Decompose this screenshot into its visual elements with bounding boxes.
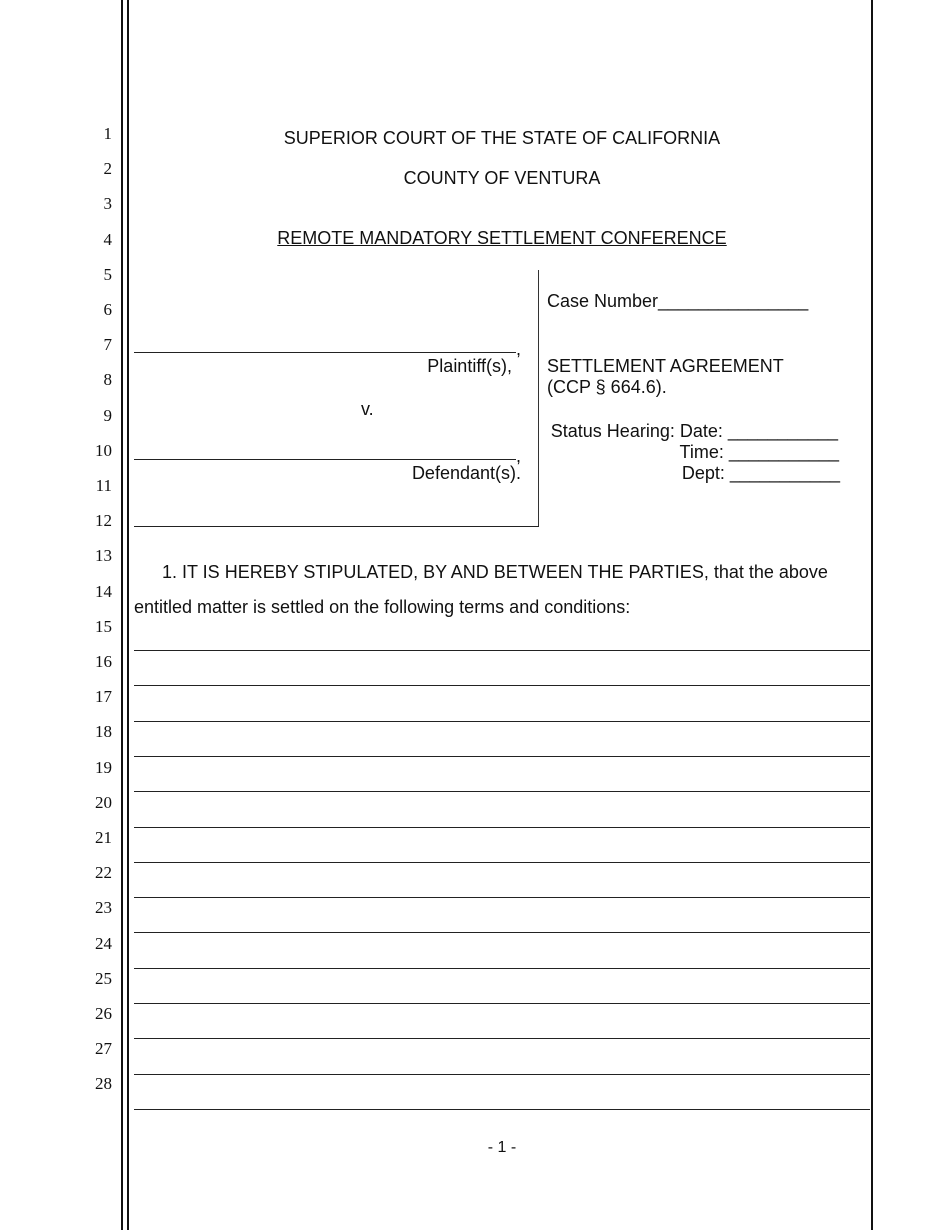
document-title-line2: (CCP § 664.6). [547,377,667,397]
status-hearing-dept: Dept: ___________ [681,463,840,483]
caption-bottom-rule [134,526,539,527]
line-number: 26 [95,1004,112,1023]
terms-blank-line [134,650,870,651]
stipulation-line-1: 1. IT IS HEREBY STIPULATED, BY AND BETWEEN THE PARTIES, that the above [162,562,828,582]
line-number: 17 [95,687,112,707]
county-title: COUNTY OF VENTURA [403,168,601,188]
court-title: SUPERIOR COURT OF THE STATE OF CALIFORNIA [283,128,721,148]
line-number: 12 [95,511,112,531]
right-margin-rule [871,0,873,1230]
terms-blank-line [134,685,870,686]
line-number: 13 [95,546,112,566]
status-hearing-time: Time: ___________ [679,442,839,462]
line-number: 15 [95,616,112,636]
terms-blank-line [134,1038,870,1039]
line-number: 16 [95,652,112,671]
terms-blank-line [134,897,870,898]
line-number: 4 [103,229,112,249]
page-number: - 1 - [487,1139,517,1156]
terms-blank-line [134,968,870,969]
line-number: 10 [95,440,112,460]
line-number: 24 [95,933,112,953]
defendant-label: Defendant(s). [411,463,521,483]
status-hearing-date: Status Hearing: Date: ___________ [550,421,838,441]
terms-blank-line [134,862,870,863]
line-number: 6 [103,300,112,319]
line-number: 9 [103,405,112,425]
terms-blank-line [134,791,870,792]
defendant-name-line [134,459,516,460]
terms-blank-line [134,1109,870,1110]
plaintiff-label: Plaintiff(s), [427,356,512,376]
line-number: 28 [95,1074,112,1094]
line-number: 21 [95,828,112,847]
document-title-line1: SETTLEMENT AGREEMENT [547,356,784,376]
line-number: 23 [95,898,112,918]
line-number: 3 [103,194,112,214]
left-margin-rule-outer [121,0,123,1230]
line-number: 11 [95,476,112,495]
plaintiff-comma: , [516,339,522,359]
line-number: 19 [95,757,112,777]
defendant-comma: , [516,446,522,466]
line-number: 22 [95,863,112,883]
versus-label: v. [361,399,374,419]
conference-title: REMOTE MANDATORY SETTLEMENT CONFERENCE [277,228,727,248]
line-number: 2 [103,159,112,179]
terms-blank-line [134,756,870,757]
left-margin-rule-inner [127,0,129,1230]
terms-blank-line [134,1074,870,1075]
terms-blank-line [134,932,870,933]
line-number: 7 [103,335,112,355]
line-number: 1 [103,124,112,143]
caption-divider [538,270,539,527]
line-number: 20 [95,792,112,812]
plaintiff-name-line [134,352,516,353]
stipulation-line-2: entitled matter is settled on the following terms and conditions: [134,597,631,617]
line-number: 27 [95,1039,112,1059]
terms-blank-line [134,1003,870,1004]
case-number-field: Case Number_______________ [547,291,809,311]
terms-blank-line [134,827,870,828]
line-number: 25 [95,968,112,988]
line-number: 14 [95,581,112,601]
terms-blank-line [134,721,870,722]
line-number: 5 [103,264,112,284]
line-number: 18 [95,722,112,742]
line-number: 8 [103,370,112,390]
